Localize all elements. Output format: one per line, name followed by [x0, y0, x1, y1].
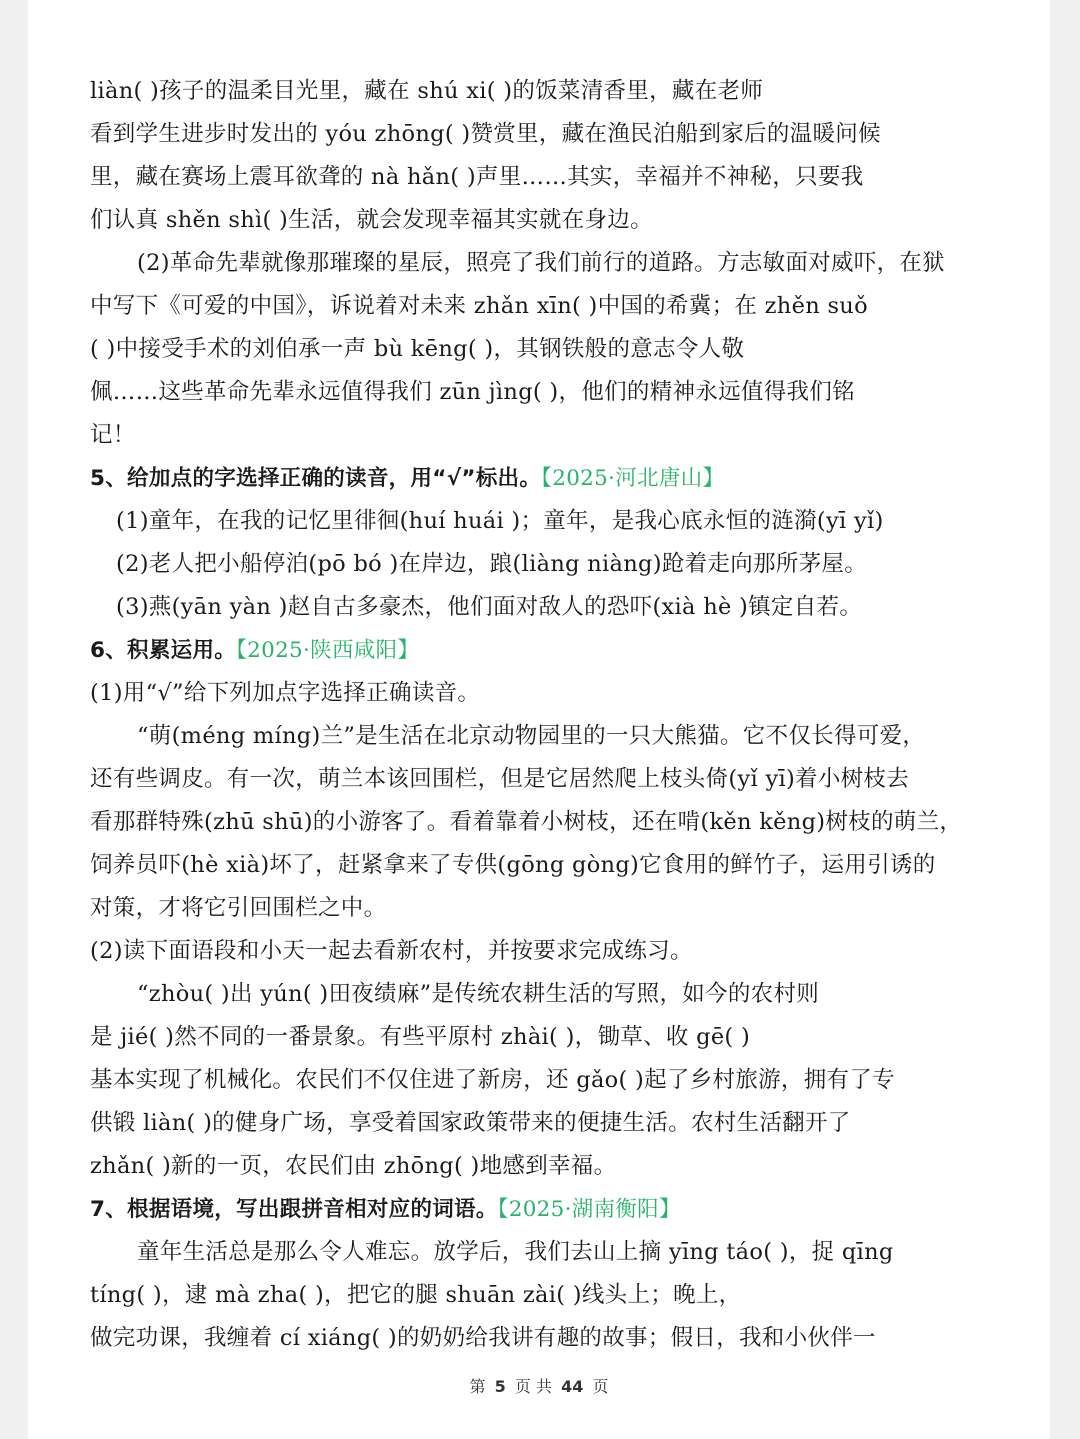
question-7-title: 7、根据语境，写出跟拼音相对应的词语。 — [90, 1197, 498, 1222]
text-line: 记！ — [90, 422, 136, 448]
question-6-sub1: (1)用“√”给下列加点字选择正确读音。 — [90, 680, 481, 706]
footer-middle: 页 共 — [514, 1377, 552, 1396]
footer-total-pages: 44 — [561, 1377, 584, 1396]
question-5-item: (1)童年，在我的记忆里徘徊(huí huái )；童年，是我心底永恒的涟漪(yī yǐ) — [116, 508, 884, 534]
question-5-title: 5、给加点的字选择正确的读音，用“√”标出。 — [90, 466, 542, 491]
question-5-item: (3)燕(yān yàn )赵自古多豪杰，他们面对敌人的恐吓(xià hè )镇定自若。 — [116, 594, 863, 620]
question-6-sub2: (2)读下面语段和小天一起去看新农村，并按要求完成练习。 — [90, 938, 693, 964]
text-line: 供锻 liàn( )的健身广场，享受着国家政策带来的便捷生活。农村生活翻开了 — [90, 1110, 851, 1136]
text-line: (2)革命先辈就像那璀璨的星辰，照亮了我们前行的道路。方志敏面对威吓，在狱 — [137, 250, 945, 276]
text-line: 饲养员吓(hè xià)坏了，赶紧拿来了专供(gōng gòng)它食用的鲜竹子，运用引诱的 — [90, 852, 936, 878]
question-5-heading — [90, 457, 990, 500]
question-6-title: 6、积累运用。 — [90, 638, 237, 663]
text-line: 佩……这些革命先辈永远值得我们 zūn jìng( )，他们的精神永远值得我们铭 — [90, 379, 855, 405]
question-6-source-tag: 【2025·陕西咸阳】 — [236, 638, 420, 663]
question-5-source-tag: 【2025·河北唐山】 — [541, 466, 725, 491]
page-footer — [28, 1374, 1050, 1397]
footer-page-number: 5 — [494, 1377, 506, 1396]
text-line: 是 jié( )然不同的一番景象。有些平原村 zhài( )，锄草、收 gē( ) — [90, 1024, 751, 1050]
text-line: 做完功课，我缠着 cí xiáng( )的奶奶给我讲有趣的故事；假日，我和小伙伴一 — [90, 1325, 876, 1351]
document-page — [28, 0, 1050, 1439]
footer-prefix: 第 — [469, 1377, 486, 1396]
text-line: 们认真 shěn shì( )生活，就会发现幸福其实就在身边。 — [90, 207, 653, 233]
question-7-source-tag: 【2025·湖南衡阳】 — [497, 1197, 681, 1222]
page-content — [90, 70, 990, 1360]
question-7-heading — [90, 1188, 990, 1231]
text-line: ( )中接受手术的刘伯承一声 bù kēng( )，其钢铁般的意志令人敬 — [90, 336, 745, 362]
text-line: 童年生活总是那么令人难忘。放学后，我们去山上摘 yīng táo( )，捉 qīng — [137, 1239, 894, 1265]
text-line: 基本实现了机械化。农民们不仅住进了新房，还 gǎo( )起了乡村旅游，拥有了专 — [90, 1067, 895, 1093]
text-line: zhǎn( )新的一页，农民们由 zhōng( )地感到幸福。 — [90, 1153, 617, 1179]
footer-suffix: 页 — [592, 1377, 609, 1396]
text-line: 还有些调皮。有一次，萌兰本该回围栏，但是它居然爬上枝头倚(yǐ yī)着小树枝去 — [90, 766, 910, 792]
text-line: 看那群特殊(zhū shū)的小游客了。看着靠着小树枝，还在啃(kěn kěng)树枝的萌兰， — [90, 809, 963, 835]
text-line: tíng( )，逮 mà zha( )，把它的腿 shuān zài( )线头上；晚上， — [90, 1282, 742, 1308]
text-line: 对策，才将它引回围栏之中。 — [90, 895, 387, 921]
text-line: 里，藏在赛场上震耳欲聋的 nà hǎn( )声里……其实，幸福并不神秘，只要我 — [90, 164, 864, 190]
question-5-item: (2)老人把小船停泊(pō bó )在岸边，踉(liàng niàng)跄着走向那所茅屋。 — [116, 551, 868, 577]
text-line: 中写下《可爱的中国》，诉说着对未来 zhǎn xīn( )中国的希冀；在 zhěn suǒ — [90, 293, 868, 319]
question-6-heading — [90, 629, 990, 672]
text-line: 看到学生进步时发出的 yóu zhōng( )赞赏里，藏在渔民泊船到家后的温暖问候 — [90, 121, 881, 147]
text-line: “萌(méng míng)兰”是生活在北京动物园里的一只大熊猫。它不仅长得可爱， — [137, 723, 926, 749]
text-line: “zhòu( )出 yún( )田夜绩麻”是传统农耕生活的写照，如今的农村则 — [137, 981, 820, 1007]
text-line: liàn( )孩子的温柔目光里，藏在 shú xi( )的饭菜清香里，藏在老师 — [90, 78, 764, 104]
